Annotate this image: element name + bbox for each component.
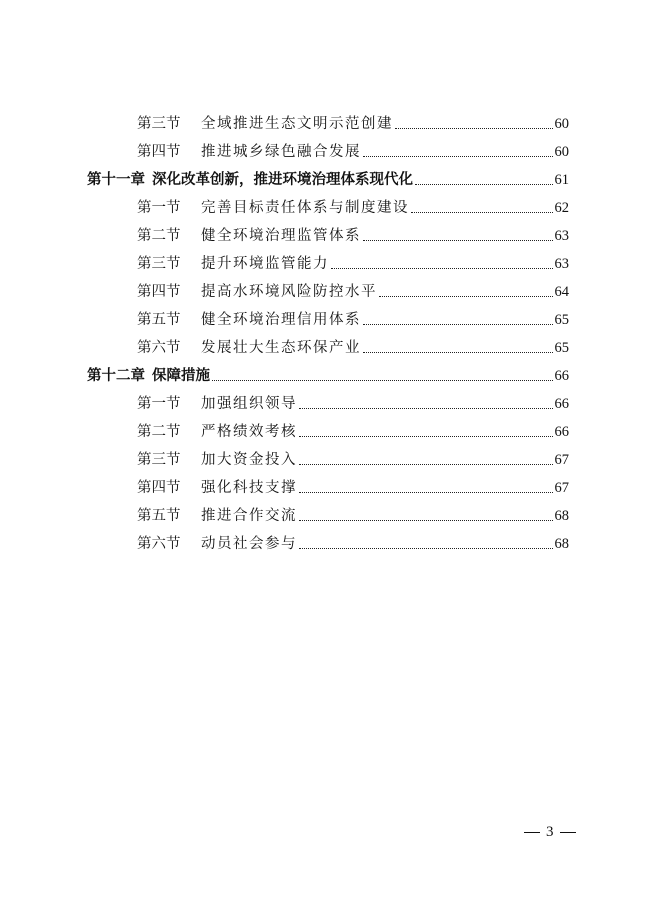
toc-entry-section[interactable] — [137, 532, 569, 556]
entry-number: 第六节 — [137, 536, 181, 552]
toc-entry-chapter[interactable] — [87, 364, 569, 388]
dot-leader — [299, 464, 553, 465]
toc-entry-section[interactable] — [137, 224, 569, 248]
dot-leader — [299, 408, 553, 409]
footer-dash-left — [524, 832, 540, 833]
dot-leader — [415, 184, 553, 185]
entry-page: 60 — [554, 144, 569, 160]
entry-number: 第四节 — [137, 480, 181, 496]
entry-title: 加大资金投入 — [201, 452, 297, 468]
dot-leader — [331, 268, 553, 269]
entry-number: 第十二章 — [87, 368, 145, 384]
dot-leader — [299, 492, 553, 493]
toc-entry-section[interactable] — [137, 308, 569, 332]
dot-leader — [299, 520, 553, 521]
entry-title: 健全环境治理信用体系 — [201, 312, 361, 328]
entry-title: 严格绩效考核 — [201, 424, 297, 440]
dot-leader — [363, 352, 553, 353]
entry-title: 提升环境监管能力 — [201, 256, 329, 272]
entry-page: 63 — [554, 228, 569, 244]
toc-entry-section[interactable] — [137, 504, 569, 528]
dot-leader — [379, 296, 553, 297]
entry-page: 65 — [554, 340, 569, 356]
toc-entry-chapter[interactable] — [87, 168, 569, 192]
dot-leader — [363, 240, 553, 241]
dot-leader — [363, 156, 553, 157]
entry-number: 第三节 — [137, 452, 181, 468]
toc-entry-section[interactable] — [137, 336, 569, 360]
entry-title: 强化科技支撑 — [201, 480, 297, 496]
entry-page: 66 — [554, 424, 569, 440]
dot-leader — [212, 380, 553, 381]
entry-title: 发展壮大生态环保产业 — [201, 340, 361, 356]
entry-number: 第十一章 — [87, 172, 145, 188]
toc-entry-section[interactable] — [137, 392, 569, 416]
entry-number: 第三节 — [137, 116, 181, 132]
entry-page: 64 — [554, 284, 569, 300]
entry-title: 保障措施 — [152, 368, 210, 384]
entry-number: 第三节 — [137, 256, 181, 272]
entry-title: 推进合作交流 — [201, 508, 297, 524]
dot-leader — [363, 324, 553, 325]
entry-title: 完善目标责任体系与制度建设 — [201, 200, 409, 216]
entry-title: 提高水环境风险防控水平 — [201, 284, 377, 300]
toc-entry-section[interactable] — [137, 112, 569, 136]
page-number: 3 — [546, 824, 554, 840]
toc-entry-section[interactable] — [137, 252, 569, 276]
entry-page: 68 — [554, 536, 569, 552]
entry-page: 67 — [554, 452, 569, 468]
entry-number: 第二节 — [137, 424, 181, 440]
entry-number: 第五节 — [137, 508, 181, 524]
entry-number: 第五节 — [137, 312, 181, 328]
entry-title: 全域推进生态文明示范创建 — [201, 116, 393, 132]
entry-title: 动员社会参与 — [201, 536, 297, 552]
dot-leader — [299, 436, 553, 437]
entry-page: 65 — [554, 312, 569, 328]
entry-title: 加强组织领导 — [201, 396, 297, 412]
entry-page: 62 — [554, 200, 569, 216]
toc-entry-section[interactable] — [137, 140, 569, 164]
dot-leader — [395, 128, 553, 129]
toc-entry-section[interactable] — [137, 280, 569, 304]
entry-number: 第六节 — [137, 340, 181, 356]
page-footer — [518, 824, 582, 841]
entry-page: 61 — [554, 172, 569, 188]
dot-leader — [299, 548, 553, 549]
entry-title: 健全环境治理监管体系 — [201, 228, 361, 244]
toc-entry-section[interactable] — [137, 420, 569, 444]
entry-page: 68 — [554, 508, 569, 524]
entry-number: 第一节 — [137, 200, 181, 216]
dot-leader — [411, 212, 553, 213]
toc-entry-section[interactable] — [137, 196, 569, 220]
entry-page: 63 — [554, 256, 569, 272]
entry-title: 深化改革创新，推进环境治理体系现代化 — [152, 172, 413, 188]
toc-entry-section[interactable] — [137, 448, 569, 472]
entry-page: 66 — [554, 368, 569, 384]
entry-page: 66 — [554, 396, 569, 412]
entry-number: 第四节 — [137, 284, 181, 300]
footer-dash-right — [560, 832, 576, 833]
entry-page: 67 — [554, 480, 569, 496]
entry-page: 60 — [554, 116, 569, 132]
entry-number: 第一节 — [137, 396, 181, 412]
toc-entry-section[interactable] — [137, 476, 569, 500]
entry-number: 第四节 — [137, 144, 181, 160]
entry-number: 第二节 — [137, 228, 181, 244]
entry-title: 推进城乡绿色融合发展 — [201, 144, 361, 160]
